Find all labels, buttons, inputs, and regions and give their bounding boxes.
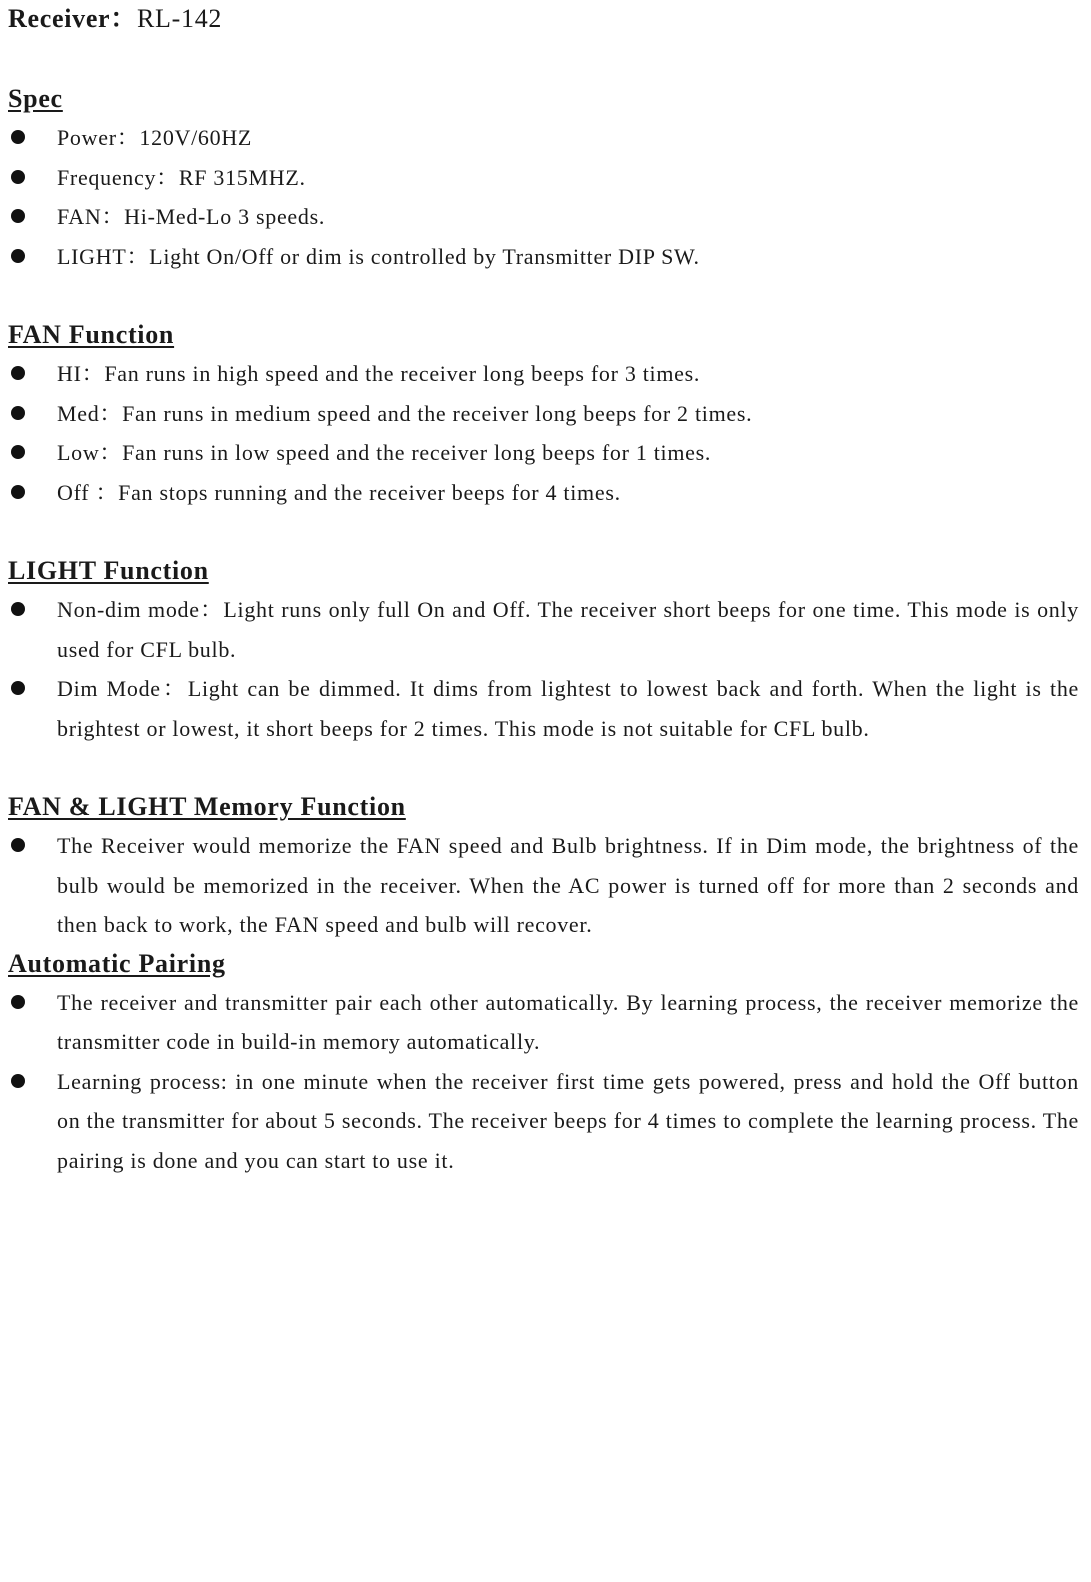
list-item-text: LIGHT：Light On/Off or dim is controlled by Transmitter DIP SW. <box>57 243 700 269</box>
bullet-icon <box>11 838 25 852</box>
light-function-section <box>8 552 1083 748</box>
spec-list <box>8 118 1083 276</box>
spec-section <box>8 80 1083 276</box>
list-item-text: HI：Fan runs in high speed and the receiver long beeps for 3 times. <box>57 361 701 386</box>
bullet-icon <box>11 602 25 616</box>
list-item-text: FAN：Hi-Med-Lo 3 speeds. <box>57 204 326 229</box>
list-item <box>8 473 1083 513</box>
bullet-icon <box>11 681 25 695</box>
list-item-text: Frequency：RF 315MHZ. <box>57 164 306 190</box>
list-item-text: The receiver and transmitter pair each other automatically. By learning process, the receiver memorize the transmitter code in build-in memory automatically. <box>57 989 1079 1054</box>
list-item <box>8 1062 1083 1181</box>
list-item-text: The Receiver would memorize the FAN speed and Bulb brightness. If in Dim mode, the brightness of the bulb would be memorized in the receiver. When the AC power is turned off for more than 2 seconds and then back to work, the FAN speed and bulb will recover. <box>57 833 1079 937</box>
memory-function-heading: FAN & LIGHT Memory Function <box>8 792 406 821</box>
bullet-icon <box>11 209 25 223</box>
list-item-text: Low：Fan runs in low speed and the receiver long beeps for 1 times. <box>57 440 712 465</box>
automatic-pairing-section <box>8 945 1083 1181</box>
list-item-text: Med：Fan runs in medium speed and the receiver long beeps for 2 times. <box>57 400 753 426</box>
list-item <box>8 118 1083 158</box>
bullet-icon <box>11 1074 25 1088</box>
list-item <box>8 590 1083 669</box>
list-item <box>8 826 1083 945</box>
spec-heading: Spec <box>8 84 63 113</box>
list-item <box>8 237 1083 277</box>
list-item <box>8 433 1083 473</box>
automatic-pairing-heading: Automatic Pairing <box>8 948 226 978</box>
list-item <box>8 197 1083 237</box>
list-item-text: Power：120V/60HZ <box>57 125 253 150</box>
title-label: Receiver： <box>8 4 138 33</box>
model-number: RL-142 <box>137 4 223 33</box>
bullet-icon <box>11 130 25 144</box>
list-item-text: Learning process: in one minute when the receiver first time gets powered, press and hold the Off button on the transmitter for about 5 seconds. The receiver beeps for 4 times to complete the learning process. The pairing is done and you can start to use it. <box>57 1068 1079 1173</box>
bullet-icon <box>11 170 25 184</box>
document-page <box>8 0 1083 1180</box>
bullet-icon <box>11 249 25 263</box>
list-item-text: Off ：Fan stops running and the receiver beeps for 4 times. <box>57 479 621 505</box>
bullet-icon <box>11 995 25 1009</box>
list-item-text: Non-dim mode：Light runs only full On and Off. The receiver short beeps for one time. This mode is only used for CFL bulb. <box>57 597 1079 662</box>
list-item-text: Dim Mode：Light can be dimmed. It dims from lightest to lowest back and forth. When the light is the brightest or lowest, it short beeps for 2 times. This mode is not suitable for CFL bulb. <box>57 676 1079 741</box>
fan-function-section <box>8 316 1083 512</box>
list-item <box>8 669 1083 748</box>
bullet-icon <box>11 366 25 380</box>
fan-function-list <box>8 354 1083 512</box>
memory-function-list <box>8 826 1083 945</box>
fan-function-heading: FAN Function <box>8 320 175 349</box>
bullet-icon <box>11 406 25 420</box>
document-title <box>8 0 1083 38</box>
bullet-icon <box>11 485 25 499</box>
light-function-heading: LIGHT Function <box>8 556 209 585</box>
bullet-icon <box>11 445 25 459</box>
list-item <box>8 354 1083 394</box>
memory-function-section <box>8 788 1083 945</box>
light-function-list <box>8 590 1083 748</box>
list-item <box>8 158 1083 198</box>
list-item <box>8 983 1083 1062</box>
automatic-pairing-list <box>8 983 1083 1181</box>
list-item <box>8 394 1083 434</box>
